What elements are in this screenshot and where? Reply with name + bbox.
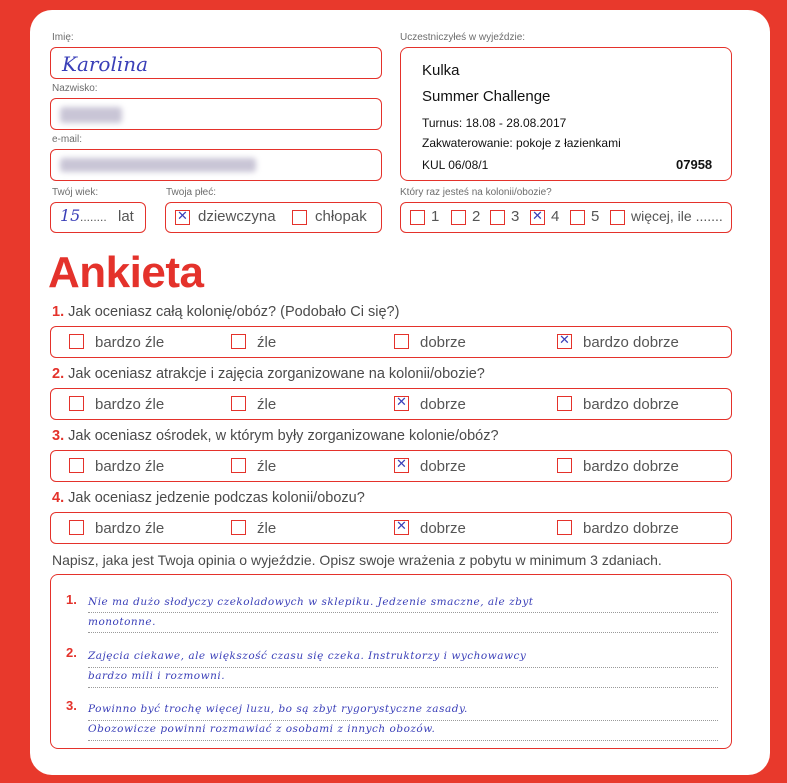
q2-checkbox-very-good[interactable] <box>557 396 572 411</box>
gender-option-girl: dziewczyna <box>198 208 276 225</box>
question-4 <box>52 490 365 506</box>
q3-checkbox-good[interactable] <box>394 458 409 473</box>
times-checkbox-1[interactable] <box>410 210 425 225</box>
question-4-number: 4. <box>52 490 65 506</box>
question-4-text: Jak oceniasz jedzenie podczas kolonii/obozu? <box>68 490 365 506</box>
question-1-text: Jak oceniasz całą kolonię/obóz? (Podobało Ci się?) <box>68 304 400 320</box>
q2-option-very-good: bardzo dobrze <box>583 396 679 413</box>
q4-checkbox-bad[interactable] <box>231 520 246 535</box>
times-checkbox-more[interactable] <box>610 210 625 225</box>
opinion-line <box>88 612 718 613</box>
q4-checkbox-very-bad[interactable] <box>69 520 84 535</box>
times-option-more: więcej, ile ....... <box>631 208 723 224</box>
question-2-number: 2. <box>52 366 65 382</box>
opinion-answer-2-line-1: Zajęcia ciekawe, ale większość czasu się czeka. Instruktorzy i wychowawcy <box>88 650 527 662</box>
q4-option-very-bad: bardzo źle <box>95 520 165 537</box>
opinion-number-3: 3. <box>66 698 77 713</box>
age-unit: lat <box>118 208 134 225</box>
surname-label: Nazwisko: <box>52 83 98 94</box>
q1-checkbox-good[interactable] <box>394 334 409 349</box>
q3-checkbox-very-bad[interactable] <box>69 458 84 473</box>
opinion-answer-2-line-2: bardzo mili i rozmowni. <box>88 670 226 682</box>
opinion-number-2: 2. <box>66 645 77 660</box>
q4-checkbox-very-good[interactable] <box>557 520 572 535</box>
q3-option-very-bad: bardzo źle <box>95 458 165 475</box>
q4-option-very-good: bardzo dobrze <box>583 520 679 537</box>
times-option-1: 1 <box>431 208 440 225</box>
opinion-answer-1-line-2: monotonne. <box>88 616 156 628</box>
times-checkbox-2[interactable] <box>451 210 466 225</box>
opinion-line <box>88 740 718 741</box>
opinion-line <box>88 667 718 668</box>
q2-checkbox-good[interactable] <box>394 396 409 411</box>
q1-option-good: dobrze <box>420 334 466 351</box>
question-1 <box>52 304 399 320</box>
opinion-line <box>88 632 718 633</box>
opinion-number-1: 1. <box>66 592 77 607</box>
times-option-5: 5 <box>591 208 600 225</box>
surname-redacted <box>60 107 122 123</box>
age-dots: ........ <box>80 210 107 224</box>
name-label: Imię: <box>52 32 74 43</box>
times-checkbox-5[interactable] <box>570 210 585 225</box>
trip-number: 07958 <box>676 157 713 172</box>
opinion-prompt: Napisz, jaka jest Twoja opinia o wyjeździe. Opisz swoje wrażenia z pobytu w minimum 3 zdaniach. <box>52 552 662 568</box>
q3-checkbox-bad[interactable] <box>231 458 246 473</box>
question-3 <box>52 428 499 444</box>
question-1-number: 1. <box>52 304 65 320</box>
question-2-text: Jak oceniasz atrakcje i zajęcia zorganizowane na kolonii/obozie? <box>68 366 485 382</box>
q4-checkbox-good[interactable] <box>394 520 409 535</box>
trip-name: Kulka <box>422 62 460 79</box>
q1-option-bad: źle <box>257 334 277 351</box>
times-checkbox-4[interactable] <box>530 210 545 225</box>
name-value: Karolina <box>62 52 149 76</box>
gender-label: Twoja płeć: <box>166 187 217 198</box>
q2-option-very-bad: bardzo źle <box>95 396 165 413</box>
q4-option-good: dobrze <box>420 520 466 537</box>
q2-checkbox-very-bad[interactable] <box>69 396 84 411</box>
opinion-answer-3-line-1: Powinno być trochę więcej luzu, bo są zbyt rygorystyczne zasady. <box>88 703 468 715</box>
times-option-3: 3 <box>511 208 520 225</box>
q4-option-bad: źle <box>257 520 277 537</box>
opinion-answer-1-line-1: Nie ma dużo słodyczy czekoladowych w sklepiku. Jedzenie smaczne, ale zbyt <box>88 596 534 608</box>
q1-checkbox-very-good[interactable] <box>557 334 572 349</box>
q2-option-good: dobrze <box>420 396 466 413</box>
q1-option-very-good: bardzo dobrze <box>583 334 679 351</box>
survey-title: Ankieta <box>48 248 204 297</box>
age-label: Twój wiek: <box>52 187 99 198</box>
question-3-number: 3. <box>52 428 65 444</box>
q3-option-good: dobrze <box>420 458 466 475</box>
opinion-line <box>88 720 718 721</box>
email-redacted <box>60 158 256 172</box>
times-label: Który raz jesteś na kolonii/obozie? <box>400 187 552 198</box>
opinion-answer-3-line-2: Obozowicze powinni rozmawiać z osobami z innych obozów. <box>88 723 436 735</box>
trip-program: Summer Challenge <box>422 88 551 105</box>
trip-label: Uczestniczyłeś w wyjeździe: <box>400 32 526 43</box>
times-option-2: 2 <box>472 208 481 225</box>
age-value: 15 <box>60 206 81 225</box>
gender-checkbox-boy[interactable] <box>292 210 307 225</box>
trip-accommodation: Zakwaterowanie: pokoje z łazienkami <box>422 136 621 150</box>
question-3-text: Jak oceniasz ośrodek, w którym były zorganizowane kolonie/obóz? <box>68 428 499 444</box>
gender-checkbox-girl[interactable] <box>175 210 190 225</box>
gender-option-boy: chłopak <box>315 208 367 225</box>
q2-option-bad: źle <box>257 396 277 413</box>
opinion-line <box>88 687 718 688</box>
question-2 <box>52 366 485 382</box>
q3-option-bad: źle <box>257 458 277 475</box>
trip-turnus: Turnus: 18.08 - 28.08.2017 <box>422 116 567 130</box>
times-checkbox-3[interactable] <box>490 210 505 225</box>
q1-option-very-bad: bardzo źle <box>95 334 165 351</box>
q3-checkbox-very-good[interactable] <box>557 458 572 473</box>
q3-option-very-good: bardzo dobrze <box>583 458 679 475</box>
q1-checkbox-bad[interactable] <box>231 334 246 349</box>
q1-checkbox-very-bad[interactable] <box>69 334 84 349</box>
q2-checkbox-bad[interactable] <box>231 396 246 411</box>
email-label: e-mail: <box>52 134 83 145</box>
times-option-4: 4 <box>551 208 560 225</box>
trip-code: KUL 06/08/1 <box>422 158 489 172</box>
